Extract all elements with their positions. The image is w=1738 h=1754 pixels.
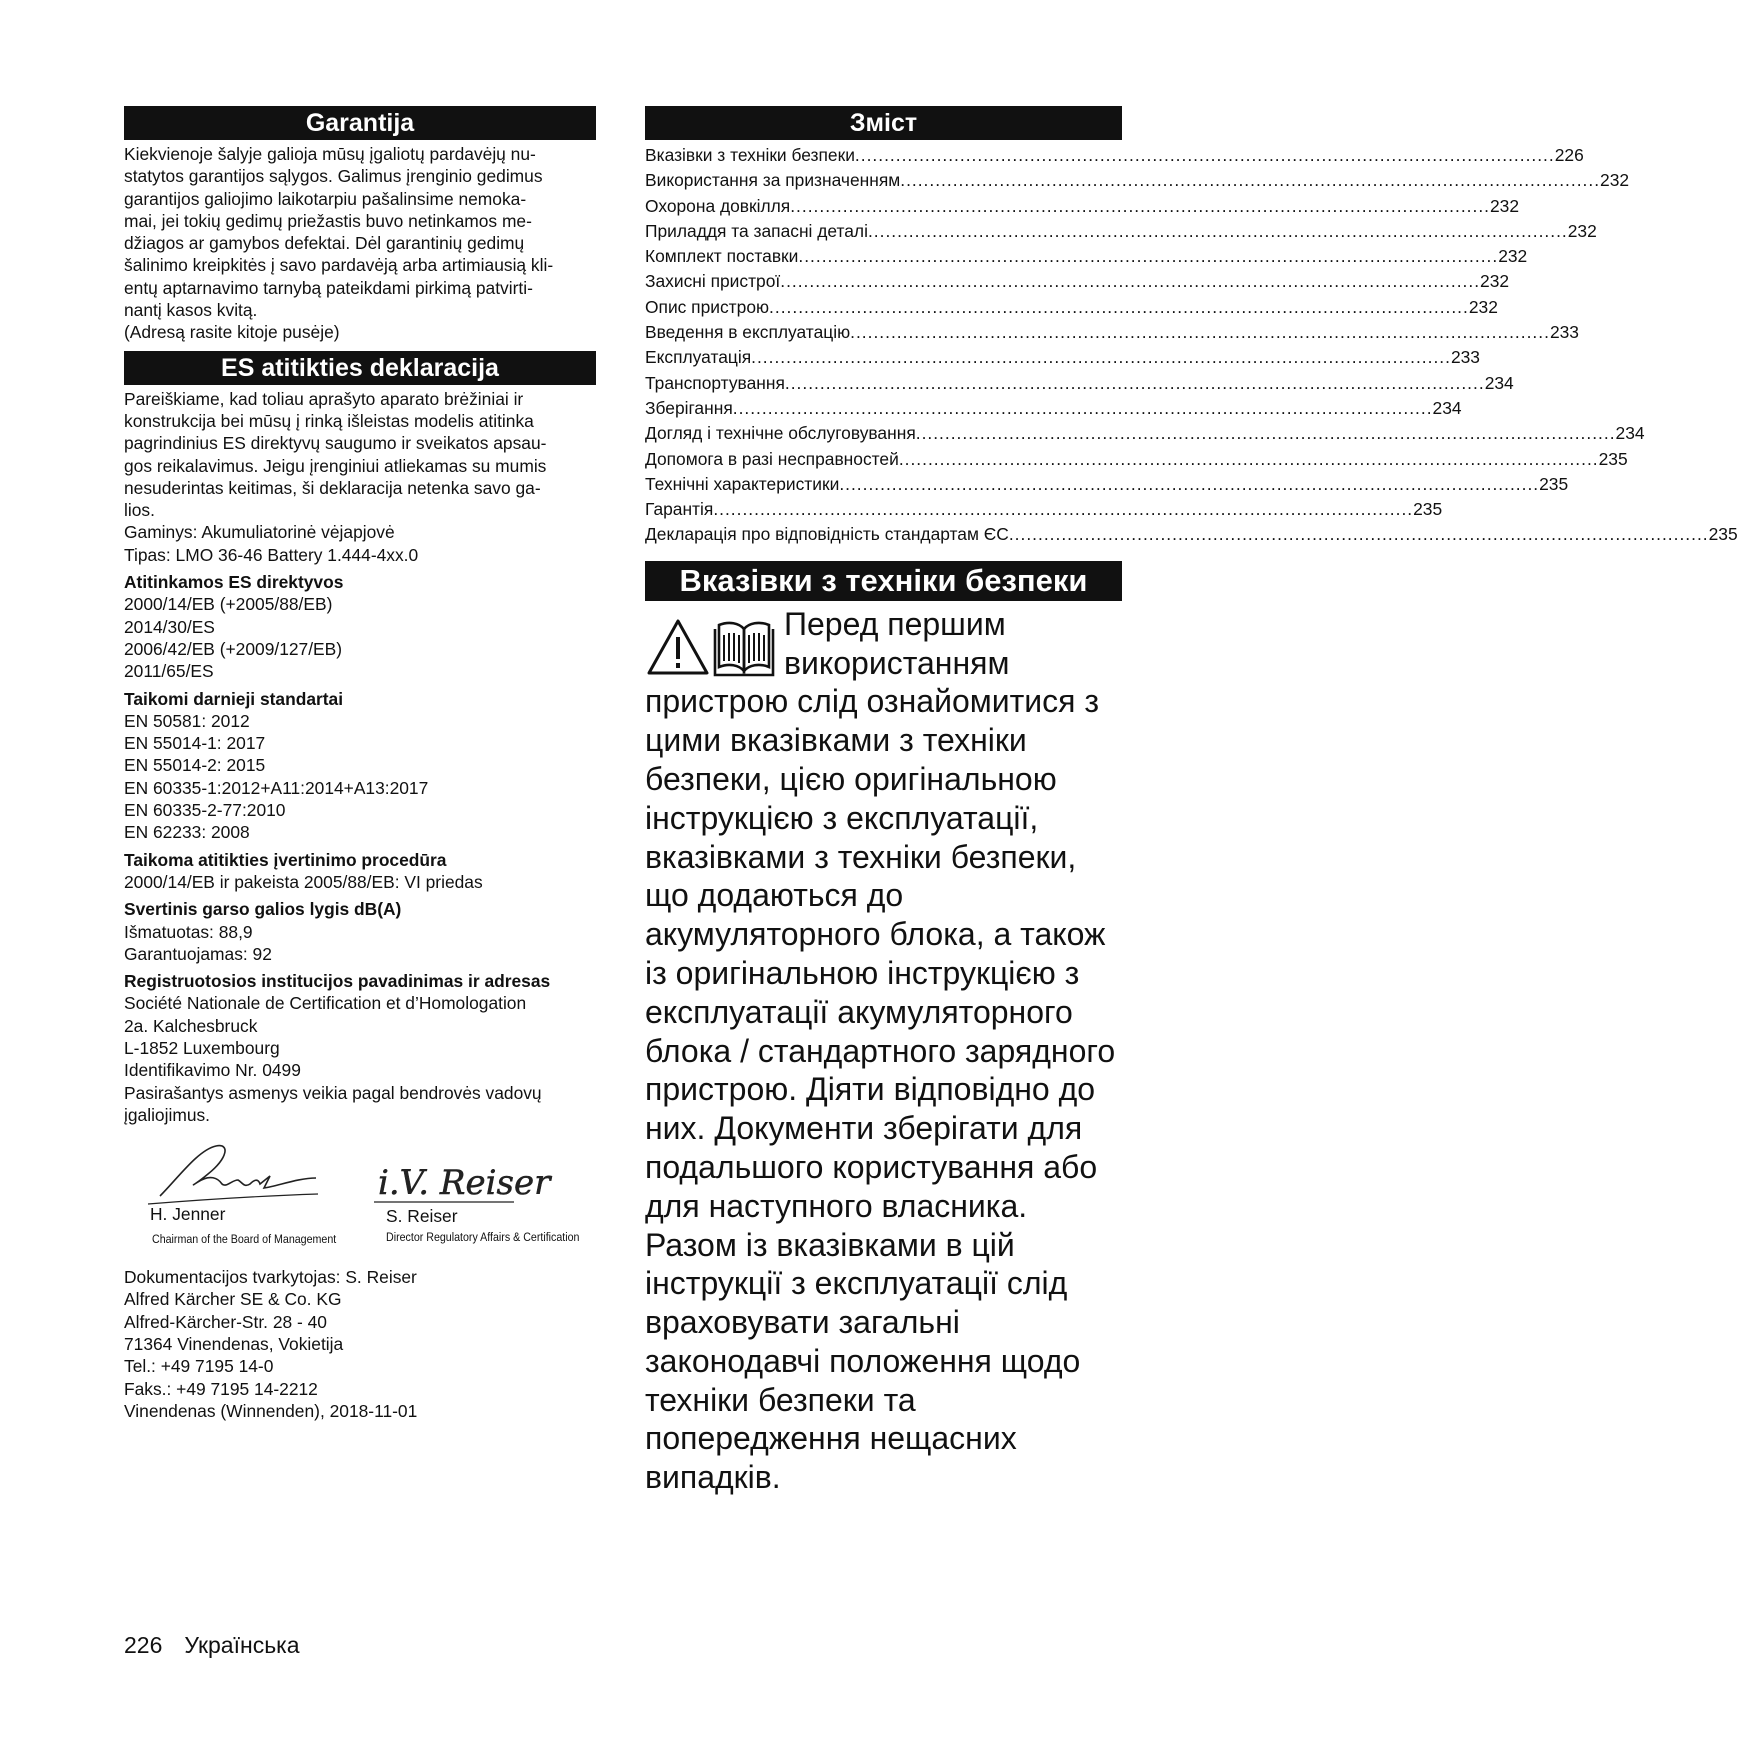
left-column [124, 106, 596, 1422]
standard-item: EN 55014-1: 2017 [124, 733, 266, 754]
sound-line: Garantuojamas: 92 [124, 943, 272, 964]
toc-title: Гарантія [645, 499, 714, 520]
toc-entry[interactable] [645, 345, 1480, 370]
text-line: garantijos galiojimo laikotarpiu pašalinsime nemoka- [124, 188, 527, 209]
toc-page: 234 [1432, 397, 1462, 418]
authority-line: įgaliojimus. [124, 1104, 211, 1125]
toc-title: Транспортування [645, 372, 785, 393]
authority-line: Pasirašantys asmenys veikia pagal bendrovės vadovų [124, 1082, 542, 1103]
toc-entry[interactable] [645, 497, 1443, 522]
signer1-name: H. Jenner [150, 1204, 226, 1225]
toc-heading: Зміст [645, 106, 1122, 140]
page-number: 226 [124, 1632, 163, 1658]
toc-entry[interactable] [645, 396, 1462, 421]
documentation-block [124, 1266, 596, 1422]
toc-page: 232 [1567, 220, 1597, 241]
text-line: nantį kasos kvitą. [124, 300, 258, 321]
sound-line: Išmatuotas: 88,9 [124, 921, 253, 942]
toc-entry[interactable] [645, 269, 1510, 294]
text-line: lios. [124, 500, 155, 521]
safety-section [645, 605, 1122, 1497]
text-line: konstrukcija bei mūsų į rinką išleistas modelis atitinka [124, 410, 534, 431]
toc-page: 235 [1539, 473, 1569, 494]
footer-language: Українська [184, 1632, 300, 1658]
standard-item: EN 62233: 2008 [124, 822, 250, 843]
toc-entry[interactable] [645, 219, 1597, 244]
directive-item: 2006/42/EB (+2009/127/EB) [124, 638, 343, 659]
toc-page: 234 [1615, 423, 1645, 444]
toc-title: Допомога в разі несправностей [645, 448, 899, 469]
toc-title: Експлуатація [645, 347, 752, 368]
text-line: entų aptarnavimo tarnybą pateikdami pirkimą patvirti- [124, 277, 533, 298]
text-line: (Adresą rasite kitoje pusėje) [124, 322, 340, 343]
table-of-contents [645, 143, 1738, 548]
toc-entry[interactable] [645, 194, 1520, 219]
toc-page: 233 [1450, 347, 1480, 368]
declaration-text [124, 388, 596, 1127]
toc-page: 232 [1468, 296, 1498, 317]
toc-page: 233 [1549, 322, 1579, 343]
toc-title: Вказівки з техніки безпеки [645, 145, 855, 165]
warning-manual-icons [645, 615, 778, 681]
procedure-title: Taikoma atitikties įvertinimo procedūra [124, 849, 447, 870]
toc-page: 232 [1490, 195, 1520, 216]
text-line: pagrindinius ES direktyvų saugumo ir sveikatos apsau- [124, 433, 547, 454]
toc-title: Використання за призначенням [645, 170, 901, 191]
toc-page: 232 [1600, 170, 1630, 191]
toc-entry[interactable] [645, 320, 1579, 345]
right-column [645, 106, 1738, 1497]
text-line: mai, jei tokių gedimų priežastis buvo netinkamos me- [124, 210, 532, 231]
text-line: gos reikalavimus. Jeigu įrenginiui atliekamas su mumis [124, 455, 547, 476]
toc-entry[interactable] [645, 244, 1528, 269]
directive-item: 2011/65/ES [124, 661, 214, 682]
directive-item: 2014/30/ES [124, 616, 215, 637]
text-line: šalinimo kreipkitės į savo pardavėją arba artimiausią kli- [124, 255, 554, 276]
text-line: džiagos ar gamybos defektai. Dėl garantinių gedimų [124, 233, 525, 254]
toc-entry[interactable] [645, 421, 1645, 446]
signer1-role: Chairman of the Board of Management [152, 1232, 337, 1247]
standard-item: EN 50581: 2012 [124, 710, 250, 731]
toc-page: 234 [1484, 372, 1514, 393]
docs-line: Alfred-Kärcher-Str. 28 - 40 [124, 1311, 327, 1332]
signer2-name: S. Reiser [386, 1206, 458, 1227]
declaration-heading: ES atitikties deklaracija [124, 351, 596, 385]
toc-page: 235 [1708, 524, 1738, 545]
toc-entry[interactable] [645, 522, 1738, 547]
directive-item: 2000/14/EB (+2005/88/EB) [124, 594, 333, 615]
toc-title: Декларація про відповідність стандартам ЄС [645, 524, 1009, 545]
toc-entry[interactable] [645, 168, 1630, 193]
institution-line: 2a. Kalchesbruck [124, 1015, 258, 1036]
toc-title: Догляд і технічне обслуговування [645, 423, 916, 444]
toc-page: 232 [1498, 246, 1528, 267]
institution-line: Société Nationale de Certification et d’Homologation [124, 993, 527, 1014]
text-line: Pareiškiame, kad toliau aprašyto aparato brėžiniai ir [124, 388, 524, 409]
toc-page: 232 [1480, 271, 1510, 292]
text-line: statytos garantijos sąlygos. Galimus įrenginio gedimus [124, 166, 543, 187]
institution-line: L-1852 Luxembourg [124, 1037, 280, 1058]
docs-line: Faks.: +49 7195 14-2212 [124, 1378, 318, 1399]
toc-title: Опис пристрою [645, 296, 770, 317]
warning-triangle-icon [649, 621, 707, 673]
sound-title: Svertinis garso galios lygis dB(A) [124, 899, 402, 920]
toc-page: 226 [1554, 145, 1584, 165]
safety-text: Перед першим використанням пристрою слід ознайомитися з цими вказівками з техніки безпеки, цією оригінальною інструкцією з експлуатації, вказівками з техніки безпеки, що додаються до акумуляторного блока, а також із оригінальною інструкцією з експлуатації акумуляторного блока / стандартного зарядного пристрою. Діяти відповідно до них. Документи зберігати для подальшого користування або для наступного власника. Разом із вказівками в цій інструкції з експлуатації слід враховувати загальні законодавчі положення щодо техніки безпеки та попередження нещасних випадків. [645, 605, 1116, 1496]
toc-title: Приладдя та запасні деталі [645, 220, 868, 241]
toc-entry[interactable] [645, 295, 1498, 320]
signature-jenner [138, 1138, 328, 1208]
safety-heading: Вказівки з техніки безпеки [645, 561, 1122, 601]
standard-item: EN 60335-1:2012+A11:2014+A13:2017 [124, 777, 429, 798]
standard-item: EN 55014-2: 2015 [124, 755, 266, 776]
toc-title: Введення в експлуатацію [645, 322, 851, 343]
docs-line: Dokumentacijos tvarkytojas: S. Reiser [124, 1267, 417, 1288]
signature-reiser [374, 1150, 551, 1206]
standard-item: EN 60335-2-77:2010 [124, 800, 286, 821]
type-line: Tipas: LMO 36-46 Battery 1.444-4xx.0 [124, 544, 419, 565]
toc-title: Захисні пристрої [645, 271, 781, 292]
procedure-text: 2000/14/EB ir pakeista 2005/88/EB: VI priedas [124, 871, 483, 892]
directives-title: Atitinkamos ES direktyvos [124, 572, 344, 593]
toc-entry[interactable] [645, 371, 1514, 396]
toc-entry[interactable] [645, 472, 1569, 497]
manual-book-icon [715, 623, 773, 675]
safety-icons [645, 615, 778, 681]
docs-line: Vinendenas (Winnenden), 2018-11-01 [124, 1400, 418, 1421]
toc-title: Охорона довкілля [645, 195, 791, 216]
product-line: Gaminys: Akumuliatorinė vėjapjovė [124, 522, 395, 543]
text-line: Kiekvienoje šalyje galioja mūsų įgaliotų pardavėjų nu- [124, 144, 536, 164]
page-footer [124, 1632, 322, 1659]
text-line: nesuderintas keitimas, ši deklaracija netenka savo ga- [124, 477, 541, 498]
institution-line: Identifikavimo Nr. 0499 [124, 1060, 301, 1081]
toc-entry[interactable] [645, 447, 1628, 472]
signer2-mark: i.V. Reiser [378, 1163, 551, 1204]
toc-entry[interactable] [645, 143, 1584, 168]
toc-title: Комплект поставки [645, 246, 799, 267]
guarantee-text [124, 143, 596, 344]
guarantee-heading: Garantija [124, 106, 596, 140]
docs-line: 71364 Vinendenas, Vokietija [124, 1334, 344, 1355]
institution-title: Registruotosios institucijos pavadinimas ir adresas [124, 971, 551, 992]
toc-page: 235 [1413, 499, 1443, 520]
toc-title: Зберігання [645, 397, 733, 418]
docs-line: Alfred Kärcher SE & Co. KG [124, 1289, 342, 1310]
signer2-role: Director Regulatory Affairs & Certification [386, 1230, 580, 1245]
toc-title: Технічні характеристики [645, 473, 840, 494]
signatures [124, 1138, 596, 1256]
toc-page: 235 [1598, 448, 1628, 469]
standards-title: Taikomi darnieji standartai [124, 688, 344, 709]
docs-line: Tel.: +49 7195 14-0 [124, 1356, 274, 1377]
